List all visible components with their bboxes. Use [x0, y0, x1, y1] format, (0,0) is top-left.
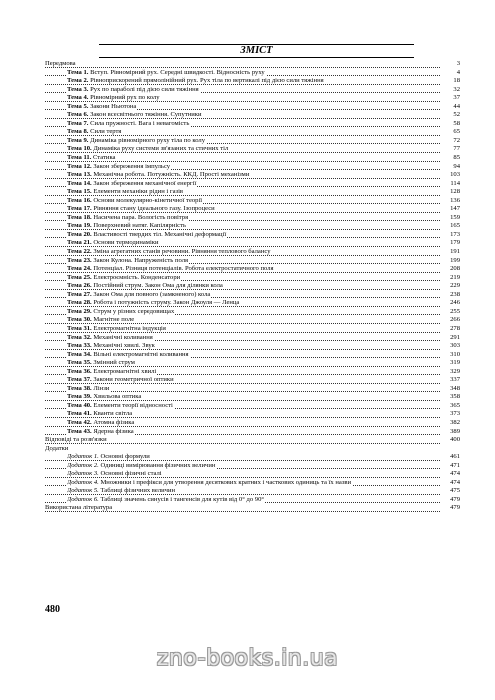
toc-entry-text: Атомна фізика — [93, 418, 135, 426]
toc-entry-label — [67, 154, 438, 163]
toc-entry-text: Динаміка руху системи зв'язаних та стичних тіл — [93, 145, 229, 153]
toc-entry-page: 37 — [453, 94, 460, 102]
toc-entry-number: Додаток 2. — [67, 461, 99, 469]
toc-entry-page: 58 — [453, 119, 460, 127]
toc-entry-text: Кванти світла — [93, 410, 133, 418]
toc-entry-page: 219 — [450, 273, 460, 281]
toc-entry-page: 479 — [450, 504, 460, 512]
toc-entry-number: Тема 4. — [67, 94, 89, 102]
toc-entry — [45, 103, 460, 112]
toc-entry-label — [67, 103, 438, 112]
toc-entry-label — [67, 222, 438, 231]
page-number: 480 — [45, 604, 60, 615]
toc-entry-text: Механічні коливання — [93, 333, 153, 341]
toc-entry-label — [67, 334, 438, 343]
toc-entry-text: Основи молекулярно-кінетичної теорії — [93, 196, 203, 204]
toc-entry — [45, 77, 460, 86]
toc-entry-label — [67, 385, 438, 394]
toc-entry — [45, 487, 460, 496]
toc-entry-text: Закон всесвітнього тяжіння. Супутники — [90, 111, 202, 119]
toc-entry-number: Тема 21. — [67, 239, 92, 247]
toc-entry-number: Тема 14. — [67, 179, 92, 187]
toc-entry-text: Закон збереження механічної енергії — [93, 179, 197, 187]
toc-entry-number: Тема 3. — [67, 85, 89, 93]
toc-entry-label — [67, 163, 438, 172]
toc-entry-number: Тема 6. — [67, 111, 89, 119]
toc-entry-page: 474 — [450, 470, 460, 478]
toc-entry-page: 461 — [450, 453, 460, 461]
toc-entry-page: 246 — [450, 299, 460, 307]
toc-entry-label — [67, 128, 438, 137]
toc-entry-label — [67, 410, 438, 419]
toc-entry-text: Ядерна фізика — [93, 427, 134, 435]
toc-entry-page: 255 — [450, 307, 460, 315]
toc-entry-label — [67, 393, 438, 402]
toc-entry-number: Тема 41. — [67, 410, 92, 418]
toc-entry-page: 173 — [450, 230, 460, 238]
toc-entry-page: 159 — [450, 213, 460, 221]
toc-entry-label — [67, 419, 438, 428]
toc-entry-page: 44 — [453, 102, 460, 110]
toc-entry-number: Тема 43. — [67, 427, 92, 435]
toc-entry-page: 165 — [450, 222, 460, 230]
toc-entry — [45, 214, 460, 223]
toc-entry — [45, 265, 460, 274]
toc-entry-page: 400 — [450, 436, 460, 444]
toc-entry-text: Змінний струм — [93, 359, 135, 367]
toc-entry-label — [67, 453, 438, 462]
toc-entry-number: Тема 27. — [67, 290, 92, 298]
toc-entry-label — [67, 120, 438, 129]
toc-entry-page: 191 — [450, 248, 460, 256]
toc-entry-text: Лінзи — [93, 384, 110, 392]
toc-entry-page: 103 — [450, 171, 460, 179]
toc-entry-text: Таблиці значень синусів і тангенсів для кутів від 0° до 90° — [100, 495, 265, 503]
toc-entry-text: Робота і потужність струму. Закон Джоуля — Ленца — [93, 299, 240, 307]
toc-entry-label — [67, 376, 438, 385]
toc-entry-page: 85 — [453, 154, 460, 162]
toc-entry-number: Тема 9. — [67, 136, 89, 144]
toc-entry-label — [67, 487, 438, 496]
toc-entry-text: Механічні хвилі. Звук — [93, 342, 155, 350]
toc-entry-page: 373 — [450, 410, 460, 418]
toc-entry-text: Елементи механіки рідин і газів — [93, 188, 184, 196]
toc-entry — [45, 69, 460, 78]
toc-entry-page: 114 — [450, 179, 460, 187]
toc-entry — [45, 376, 460, 385]
toc-entry — [45, 257, 460, 266]
toc-entry — [45, 94, 460, 103]
toc-entry-label — [67, 282, 438, 291]
toc-entry — [45, 419, 460, 428]
toc-entry-text: Електромагнітна індукція — [93, 324, 166, 332]
toc-entry-text: Рівноприскорений прямолінійний рух. Рух тіла по вертикалі під дією сили тяжіння — [90, 77, 324, 85]
toc-entry — [45, 393, 460, 402]
toc-entry-page: 291 — [450, 333, 460, 341]
toc-entry — [45, 351, 460, 360]
toc-entry-page: 337 — [450, 376, 460, 384]
toc-entry-text: Сила пружності. Вага і невагомість — [90, 119, 190, 127]
toc-entry-number: Тема 15. — [67, 188, 92, 196]
toc-entry-number: Додаток 3. — [67, 470, 99, 478]
toc-entry-page: 358 — [450, 393, 460, 401]
toc-entry-number: Тема 42. — [67, 418, 92, 426]
toc-entry-page: 65 — [453, 128, 460, 136]
toc-entry — [45, 248, 460, 257]
toc-entry-text: Струм у різних середовищах — [93, 307, 175, 315]
toc-entry-text: Потенціал. Різниця потенціалів. Робота електростатичного поля — [93, 265, 274, 273]
toc-entry — [45, 462, 460, 471]
toc-entry — [45, 239, 460, 248]
toc-entry-label — [67, 291, 438, 300]
toc-entry-text: Статика — [93, 154, 116, 162]
toc-entry-label — [67, 171, 438, 180]
toc-entry — [45, 410, 460, 419]
table-of-contents — [45, 60, 460, 513]
toc-entry — [45, 111, 460, 120]
toc-entry-text: Основні формули — [100, 453, 150, 461]
toc-entry-label — [67, 137, 438, 146]
toc-entry-number: Тема 40. — [67, 401, 92, 409]
toc-entry-number: Тема 30. — [67, 316, 92, 324]
toc-entry-number: Тема 8. — [67, 128, 89, 136]
toc-entry — [45, 231, 460, 240]
toc-entry-page: 479 — [450, 495, 460, 503]
toc-entry-label — [67, 316, 438, 325]
toc-entry-number: Тема 10. — [67, 145, 92, 153]
toc-entry-page: 278 — [450, 324, 460, 332]
toc-entry-number: Тема 26. — [67, 282, 92, 290]
toc-entry-label — [67, 257, 438, 266]
toc-entry-page: 136 — [450, 196, 460, 204]
toc-entry — [45, 359, 460, 368]
toc-entry-label — [45, 504, 438, 513]
toc-entry-page: 147 — [450, 205, 460, 213]
toc-entry-page: 389 — [450, 427, 460, 435]
toc-entry — [45, 180, 460, 189]
toc-entry-text: Динаміка рівномірного руху тіла по колу — [90, 136, 206, 144]
toc-entry-label — [67, 462, 438, 471]
toc-entry — [45, 368, 460, 377]
toc-entry-label — [67, 94, 438, 103]
toc-entry-label — [67, 299, 438, 308]
toc-entry-text: Електромагнітні хвилі — [93, 367, 157, 375]
toc-entry-page: 199 — [450, 256, 460, 264]
toc-entry-label — [67, 368, 438, 377]
toc-entry — [45, 154, 460, 163]
toc-entry-text: Рівняння стану ідеального газу. Ізопроцеси — [93, 205, 215, 213]
toc-entry-page: 52 — [453, 111, 460, 119]
toc-entry — [45, 145, 460, 154]
toc-entry — [45, 86, 460, 95]
toc-entry-label — [67, 428, 438, 437]
toc-entry-number: Тема 35. — [67, 359, 92, 367]
toc-entry-label — [67, 77, 438, 86]
toc-entry-page: 474 — [450, 478, 460, 486]
toc-entry-number: Тема 11. — [67, 154, 92, 162]
toc-entry — [45, 428, 460, 437]
toc-entry-number: Тема 37. — [67, 376, 92, 384]
toc-entry — [45, 334, 460, 343]
toc-entry-page: 94 — [453, 162, 460, 170]
toc-entry — [45, 291, 460, 300]
toc-entry-page: 18 — [453, 77, 460, 85]
toc-entry — [45, 402, 460, 411]
toc-entry — [45, 163, 460, 172]
toc-entry-text: Елементи теорії відносності — [93, 401, 173, 409]
toc-entry-number: Тема 13. — [67, 171, 92, 179]
toc-entry-text: Закон Кулона. Напруженість поля — [93, 256, 189, 264]
toc-entry-number: Тема 34. — [67, 350, 92, 358]
toc-entry-text: Рівномірний рух по колу — [90, 94, 160, 102]
toc-entry-page: 310 — [450, 350, 460, 358]
toc-entry — [45, 60, 460, 69]
toc-entry — [45, 436, 460, 445]
toc-entry — [45, 188, 460, 197]
toc-entry-number: Тема 12. — [67, 162, 92, 170]
toc-entry-text: Одиниці вимірювання фізичних величин — [100, 461, 216, 469]
toc-entry-text: Використана література — [45, 504, 113, 512]
toc-entry — [45, 274, 460, 283]
toc-entry-number: Додаток 1. — [67, 453, 99, 461]
toc-entry-number: Тема 39. — [67, 393, 92, 401]
toc-entry — [45, 453, 460, 462]
toc-entry-page: 77 — [453, 145, 460, 153]
toc-entry-text: Зміна агрегатних станів речовини. Рівняння теплового балансу — [93, 248, 271, 256]
toc-entry-number: Тема 20. — [67, 230, 92, 238]
toc-entry-number: Тема 33. — [67, 342, 92, 350]
toc-entry-page: 329 — [450, 367, 460, 375]
toc-entry — [45, 479, 460, 488]
toc-entry-text: Поверхневий натяг. Капілярність — [93, 222, 186, 230]
toc-entry-text: Магнітне поле — [93, 316, 135, 324]
toc-entry — [45, 120, 460, 129]
toc-entry-text: Основні фізичні сталі — [100, 470, 162, 478]
toc-entry-label — [67, 274, 438, 283]
toc-entry-text: Постійний струм. Закон Ома для ділянки кола — [93, 282, 223, 290]
toc-entry-page: 4 — [456, 68, 460, 76]
toc-entry-text: Властивості твердих тіл. Механічні деформації — [93, 230, 227, 238]
toc-entry-label — [67, 342, 438, 351]
toc-entry — [45, 137, 460, 146]
toc-entry-page: 319 — [450, 359, 460, 367]
toc-entry — [45, 308, 460, 317]
toc-entry — [45, 325, 460, 334]
title-rule-bottom — [99, 57, 414, 58]
toc-entry-number: Тема 16. — [67, 196, 92, 204]
toc-entry-number: Тема 19. — [67, 222, 92, 230]
toc-entry-text: Закони Ньютона — [90, 102, 137, 110]
toc-entry-number: Додаток 5. — [67, 487, 99, 495]
toc-entry-text: Закон Ома для повного (замкненого) кола — [93, 290, 211, 298]
toc-entry — [45, 171, 460, 180]
toc-entry-number: Тема 18. — [67, 213, 92, 221]
toc-entry-page: 229 — [450, 282, 460, 290]
toc-entry-label — [67, 214, 438, 223]
toc-entry-number: Тема 1. — [67, 68, 89, 76]
toc-entry-page: 208 — [450, 265, 460, 273]
toc-entry-label — [67, 197, 438, 206]
toc-entry — [45, 385, 460, 394]
toc-entry — [45, 205, 460, 214]
toc-entry-text: Множники і префікси для утворення десяткових кратних і часткових одиниць та їх назви — [100, 478, 352, 486]
toc-entry-number: Додаток 4. — [67, 478, 99, 486]
toc-entry — [45, 222, 460, 231]
toc-entry-text: Додатки — [45, 444, 69, 452]
toc-entry-page: 303 — [450, 342, 460, 350]
toc-entry-label — [67, 231, 438, 240]
toc-entry-text: Насичена пара. Вологість повітря — [93, 213, 189, 221]
toc-entry-label — [67, 325, 438, 334]
toc-entry-label — [67, 402, 438, 411]
toc-entry-page: 72 — [453, 136, 460, 144]
toc-entry-number: Тема 28. — [67, 299, 92, 307]
toc-entry-label — [67, 265, 438, 274]
toc-entry — [45, 445, 460, 454]
toc-entry-number: Тема 31. — [67, 324, 92, 332]
toc-entry-text: Відповіді та розв'язки — [45, 436, 107, 444]
toc-entry — [45, 342, 460, 351]
toc-entry-page: 266 — [450, 316, 460, 324]
toc-entry-page: 348 — [450, 384, 460, 392]
toc-entry — [45, 504, 460, 513]
toc-entry-page: 32 — [453, 85, 460, 93]
toc-entry-text: Основи термодинаміки — [93, 239, 159, 247]
toc-entry-label — [67, 248, 438, 257]
toc-entry-page: 128 — [450, 188, 460, 196]
toc-entry — [45, 299, 460, 308]
toc-entry-text: Закони геометричної оптики — [93, 376, 174, 384]
toc-entry-label — [67, 180, 438, 189]
toc-entry-label — [67, 470, 438, 479]
toc-entry-page: 475 — [450, 487, 460, 495]
toc-entry-label — [45, 436, 438, 445]
toc-entry — [45, 282, 460, 291]
toc-entry-label — [67, 86, 438, 95]
toc-entry-page: 3 — [456, 60, 460, 67]
toc-entry — [45, 197, 460, 206]
toc-entry-label — [67, 308, 438, 317]
toc-entry-text: Таблиці фізичних величин — [100, 487, 175, 495]
toc-entry-text: Сили тертя — [90, 128, 122, 136]
toc-entry-number: Тема 2. — [67, 77, 89, 85]
toc-entry-number: Тема 7. — [67, 119, 89, 127]
toc-entry — [45, 128, 460, 137]
toc-entry-label — [45, 60, 438, 69]
toc-entry-page: 365 — [450, 401, 460, 409]
toc-entry — [45, 496, 460, 505]
toc-entry-label — [67, 205, 438, 214]
toc-entry-text: Механічна робота. Потужність. ККД. Прості механізми — [93, 171, 250, 179]
toc-entry-text: Вступ. Рівномірний рух. Середні швидкості. Відносність руху — [90, 68, 265, 76]
site-watermark: zno-books.in.ua — [156, 646, 339, 671]
toc-entry-number: Тема 29. — [67, 307, 92, 315]
toc-entry-label — [67, 145, 438, 154]
toc-entry-page: 382 — [450, 418, 460, 426]
toc-entry-label — [45, 445, 438, 454]
toc-entry-text: Хвильова оптика — [93, 393, 142, 401]
toc-entry-label — [67, 496, 438, 505]
toc-entry-label — [67, 69, 438, 78]
toc-entry-number: Тема 22. — [67, 248, 92, 256]
toc-entry-text: Вільні електромагнітні коливання — [93, 350, 189, 358]
toc-entry-number: Тема 5. — [67, 102, 89, 110]
toc-entry-number: Тема 25. — [67, 273, 92, 281]
toc-entry-text: Закон збереження імпульсу — [93, 162, 171, 170]
toc-entry-label — [67, 479, 438, 488]
toc-entry-number: Додаток 6. — [67, 495, 99, 503]
toc-entry-label — [67, 111, 438, 120]
toc-entry-number: Тема 36. — [67, 367, 92, 375]
toc-entry-label — [67, 239, 438, 248]
toc-entry-label — [67, 188, 438, 197]
toc-entry — [45, 470, 460, 479]
toc-entry — [45, 316, 460, 325]
toc-entry-number: Тема 24. — [67, 265, 92, 273]
toc-entry-text: Рух по параболі під дією сили тяжіння — [90, 85, 199, 93]
toc-entry-number: Тема 17. — [67, 205, 92, 213]
toc-entry-page: 179 — [450, 239, 460, 247]
toc-entry-label — [67, 351, 438, 360]
toc-entry-number: Тема 23. — [67, 256, 92, 264]
toc-entry-page: 471 — [450, 461, 460, 469]
toc-entry-label — [67, 359, 438, 368]
toc-entry-number: Тема 32. — [67, 333, 92, 341]
toc-entry-text: Передмова — [45, 60, 76, 67]
toc-entry-number: Тема 38. — [67, 384, 92, 392]
toc-entry-text: Електроємність. Конденсатори — [93, 273, 181, 281]
page-title: ЗМІСТ — [240, 45, 273, 56]
toc-entry-page: 238 — [450, 290, 460, 298]
